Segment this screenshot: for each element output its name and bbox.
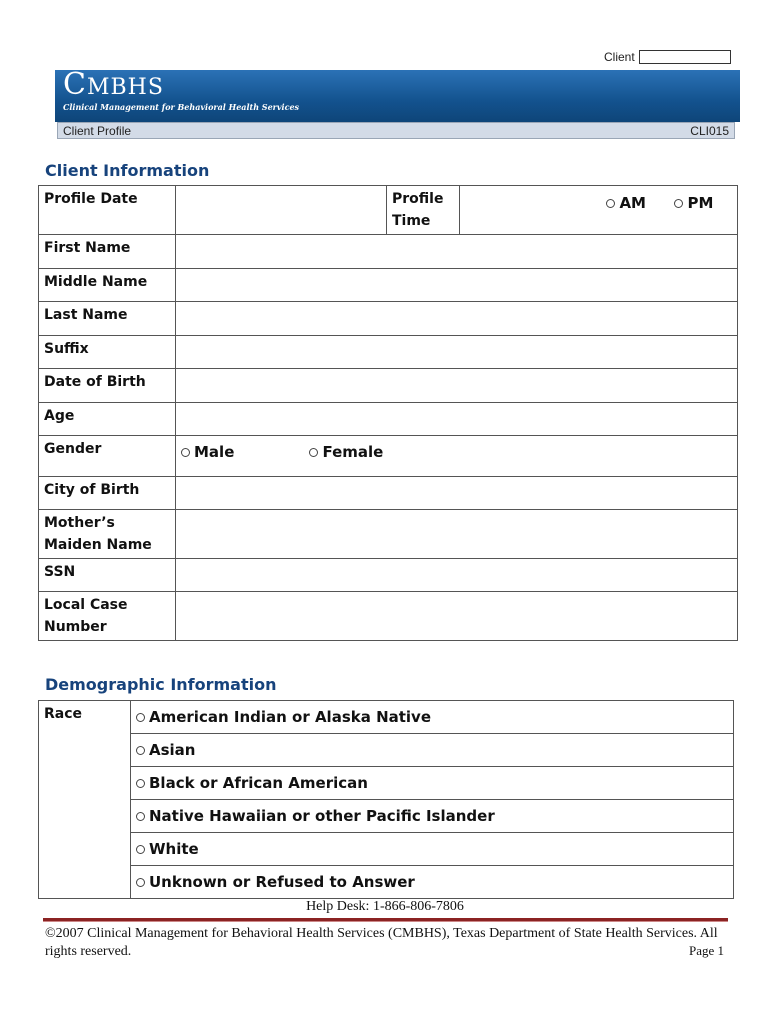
date-of-birth-field[interactable] [176,369,738,403]
race-option[interactable]: Asian [131,734,734,767]
last-name-field[interactable] [176,302,738,336]
age-field[interactable] [176,403,738,436]
radio-circle-icon [674,199,683,208]
copyright: ©2007 Clinical Management for Behavioral Health Services (CMBHS), Texas Department of State Health Services. All rights reserved. [45,926,718,959]
demographic-info-title: Demographic Information [45,675,277,694]
form-name: Client Profile [63,123,132,138]
date-of-birth-label: Date of Birth [39,369,176,403]
ssn-label: SSN [39,559,176,592]
client-info-title: Client Information [45,161,210,180]
profile-time-label: Profile Time [387,186,460,235]
race-option[interactable]: Unknown or Refused to Answer [131,866,734,899]
suffix-label: Suffix [39,336,176,369]
city-of-birth-field[interactable] [176,477,738,510]
last-name-label: Last Name [39,302,176,336]
radio-circle-icon [181,448,190,457]
cmbhs-banner [55,67,740,122]
mothers-maiden-name-field[interactable] [176,510,738,559]
middle-name-label: Middle Name [39,269,176,302]
gender-field[interactable] [176,436,738,477]
radio-circle-icon [136,779,145,788]
cmbhs-subtitle: Clinical Management for Behavioral Health Services [63,102,300,112]
form-code: CLI015 [690,123,729,138]
footer-divider [43,918,728,922]
pm-radio[interactable]: PM [674,194,713,212]
local-case-number-field[interactable] [176,592,738,641]
age-label: Age [39,403,176,436]
am-radio[interactable]: AM [606,194,646,212]
male-radio[interactable]: Male [181,443,305,461]
client-id-input[interactable] [639,50,731,64]
profile-time-field[interactable] [460,186,738,235]
local-case-number-label: Local Case Number [39,592,176,641]
radio-circle-icon [136,878,145,887]
ssn-field[interactable] [176,559,738,592]
radio-circle-icon [136,713,145,722]
radio-circle-icon [606,199,615,208]
client-info-table [38,185,738,641]
cmbhs-logo: CMBHS [63,67,164,102]
radio-circle-icon [136,845,145,854]
form-subheader [57,122,735,139]
mothers-maiden-name-label: Mother’s Maiden Name [39,510,176,559]
radio-circle-icon [136,746,145,755]
help-desk: Help Desk: 1-866-806-7806 [306,899,464,914]
first-name-label: First Name [39,235,176,269]
race-option[interactable]: Native Hawaiian or other Pacific Islander [131,800,734,833]
client-id-box [604,50,731,64]
demographic-table [38,700,734,899]
radio-circle-icon [309,448,318,457]
first-name-field[interactable] [176,235,738,269]
city-of-birth-label: City of Birth [39,477,176,510]
race-option[interactable]: Black or African American [131,767,734,800]
middle-name-field[interactable] [176,269,738,302]
race-label: Race [39,701,131,899]
female-radio[interactable]: Female [309,443,383,461]
gender-label: Gender [39,436,176,477]
suffix-field[interactable] [176,336,738,369]
race-option[interactable]: White [131,833,734,866]
client-label: Client [604,50,635,64]
radio-circle-icon [136,812,145,821]
profile-date-field[interactable] [176,186,387,235]
profile-date-label: Profile Date [39,186,176,235]
race-option[interactable]: American Indian or Alaska Native [131,701,734,734]
page-number: Page 1 [688,943,724,958]
